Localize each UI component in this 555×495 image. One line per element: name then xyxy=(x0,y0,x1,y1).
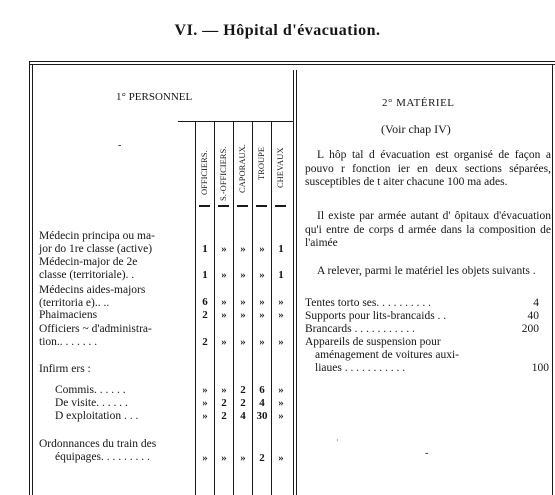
materiel-subtitle: (Voir chap IV) xyxy=(381,122,451,136)
cell-value: » xyxy=(259,269,265,281)
cell-value: 1 xyxy=(202,269,208,281)
cell-value: » xyxy=(278,397,284,409)
cell-value: 2 xyxy=(240,384,246,396)
cell-value: » xyxy=(240,296,246,308)
cell-value: 6 xyxy=(259,384,265,396)
cell-value: » xyxy=(221,384,227,396)
row-label-exploitation: D exploitation . . . xyxy=(55,410,139,422)
cell-value: » xyxy=(278,309,284,321)
cell-value: » xyxy=(259,336,265,348)
cell-value: 2 xyxy=(202,309,208,321)
cell-value: 2 xyxy=(240,397,246,409)
cell-value: » xyxy=(202,410,208,422)
cell-value: » xyxy=(221,296,227,308)
cell-value: » xyxy=(221,309,227,321)
row-label-ordonnances: Ordonnances du train des équipages. . . . . . . . . xyxy=(39,438,157,463)
cell-value: » xyxy=(259,309,265,321)
cell-value: » xyxy=(278,410,284,422)
cell-value: » xyxy=(278,452,284,464)
decorative-mark: - xyxy=(118,140,122,151)
row-label-pharmaciens: Phaimaciens xyxy=(39,309,98,321)
materiel-paragraph-2: Il existe par armée autant d' ôpitaux d'évacuation qu'i entre de corps d armée dans la composition de l'aimée xyxy=(305,210,551,249)
decorative-mark: · xyxy=(336,436,339,445)
page-title: VI. — Hôpital d'évacuation. xyxy=(174,22,381,39)
materiel-item: liaues . . . . . . . . . . . 100 xyxy=(315,362,549,374)
row-label-medecin-principal: Médecin principa ou ma- jor do 1re classe (active) xyxy=(39,230,155,255)
cell-value: » xyxy=(259,296,265,308)
cell-value: » xyxy=(202,384,208,396)
column-header-officiers: OFFICIERS. xyxy=(199,150,209,195)
materiel-paragraph-3: A relever, parmi le matériel les objets suivants . xyxy=(317,265,536,277)
personnel-section-title: 1° PERSONNEL xyxy=(116,91,193,103)
cell-value: 2 xyxy=(259,452,265,464)
cell-value: 2 xyxy=(221,397,227,409)
cell-value: » xyxy=(240,452,246,464)
cell-value: » xyxy=(221,243,227,255)
cell-value: » xyxy=(221,269,227,281)
cell-value: » xyxy=(202,452,208,464)
cell-value: » xyxy=(278,296,284,308)
cell-value: 2 xyxy=(221,410,227,422)
cell-value: 4 xyxy=(240,410,246,422)
cell-value: 6 xyxy=(202,296,208,308)
cell-value: 1 xyxy=(278,269,284,281)
column-header-sous-officiers: S.-OFFICIERS. xyxy=(218,146,228,201)
decorative-mark: - xyxy=(425,448,429,459)
cell-value: » xyxy=(221,336,227,348)
cell-value: 1 xyxy=(278,243,284,255)
cell-value: 4 xyxy=(259,397,265,409)
row-label-infirmiers: Infirm ers : xyxy=(39,363,91,375)
row-label-aides-majors: Médecins aides-majors (territoria e).. .. xyxy=(39,284,146,309)
cell-value: » xyxy=(278,384,284,396)
row-label-medecin-major: Médecin-major de 2e classe (territoriale). . xyxy=(39,256,138,281)
materiel-paragraph-1: L hôp tal d évacuation est organisé de façon a pouvo r fonction ier en deux sections séparées, susceptibles de t aiter chacune 100 ma ades. xyxy=(305,149,551,188)
column-header-chevaux: CHEVAUX xyxy=(275,147,285,188)
materiel-item: Supports pour lits-brancaids . . 40 xyxy=(305,310,539,322)
column-header-troupe: TROUPE xyxy=(256,146,266,180)
cell-value: » xyxy=(240,269,246,281)
cell-value: » xyxy=(240,243,246,255)
materiel-item: Brancards . . . . . . . . . . . 200 xyxy=(305,323,539,335)
cell-value: » xyxy=(259,243,265,255)
row-label-commis: Commis. . . . . . xyxy=(55,384,126,396)
cell-value: » xyxy=(278,336,284,348)
row-label-officiers-administration: Officiers ~ d'administra- tion.. . . . . . . xyxy=(39,323,152,348)
column-header-caporaux: CAPORAUX. xyxy=(237,144,247,193)
cell-value: » xyxy=(221,452,227,464)
cell-value: 30 xyxy=(256,410,268,422)
cell-value: 2 xyxy=(202,336,208,348)
materiel-section-title: 2° MATÉRIEL xyxy=(382,97,455,109)
materiel-item: Tentes torto ses. . . . . . . . . . 4 xyxy=(305,297,539,309)
row-label-de-visite: De visite. . . . . . xyxy=(55,397,128,409)
cell-value: » xyxy=(240,336,246,348)
materiel-item: Appareils de suspension pour xyxy=(305,336,441,348)
cell-value: » xyxy=(240,309,246,321)
materiel-item: aménagement de voitures auxi- xyxy=(315,349,460,361)
cell-value: 1 xyxy=(202,243,208,255)
cell-value: » xyxy=(202,397,208,409)
